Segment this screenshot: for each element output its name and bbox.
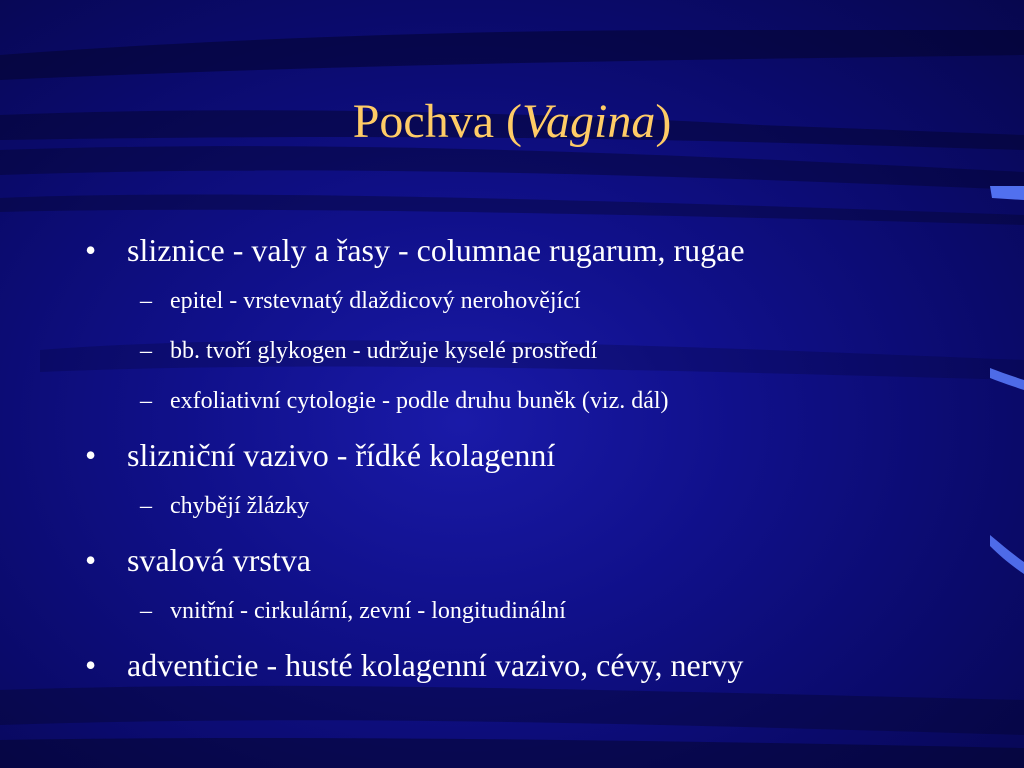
sub-list-item <box>85 285 985 317</box>
bullet-list <box>85 230 985 700</box>
item-text: exfoliativní cytologie - podle druhu buněk (viz. dál) <box>170 388 669 414</box>
sub-list-item <box>85 385 985 417</box>
sub-list-item <box>85 490 985 522</box>
slide-title <box>0 90 1024 154</box>
item-text: bb. tvoří glykogen - udržuje kyselé prostředí <box>170 338 598 364</box>
bullet-glyph: • <box>85 437 97 473</box>
list-item <box>85 435 985 475</box>
item-text: adventicie - husté kolagenní vazivo, cévy, nervy <box>127 647 744 683</box>
list-item <box>85 540 985 580</box>
item-text: sliznice - valy a řasy - columnae rugarum, rugae <box>127 232 745 268</box>
dash-glyph: – <box>140 388 152 414</box>
title-text: Pochva ( <box>352 95 522 148</box>
bullet-glyph: • <box>85 542 97 578</box>
title-italic: Vagina <box>521 95 656 148</box>
bullet-glyph: • <box>85 647 97 683</box>
item-text: svalová vrstva <box>127 542 311 578</box>
dash-glyph: – <box>140 338 152 364</box>
item-text: chybějí žlázky <box>170 493 310 519</box>
title-close: ) <box>655 95 672 148</box>
dark-stripe <box>0 195 1024 225</box>
list-item <box>85 645 985 685</box>
dash-glyph: – <box>140 288 152 314</box>
sub-list-item <box>85 595 985 627</box>
list-item <box>85 230 985 270</box>
dash-glyph: – <box>140 598 152 624</box>
light-accent <box>990 535 1024 574</box>
item-text: epitel - vrstevnatý dlaždicový nerohovějící <box>170 288 581 314</box>
light-accent <box>990 186 1024 200</box>
item-text: slizniční vazivo - řídké kolagenní <box>127 437 556 473</box>
bullet-glyph: • <box>85 232 97 268</box>
dark-stripe <box>0 738 1024 768</box>
dash-glyph: – <box>140 493 152 519</box>
item-text: vnitřní - cirkulární, zevní - longitudinální <box>170 598 566 624</box>
dark-stripe <box>0 30 1024 80</box>
sub-list-item <box>85 335 985 367</box>
